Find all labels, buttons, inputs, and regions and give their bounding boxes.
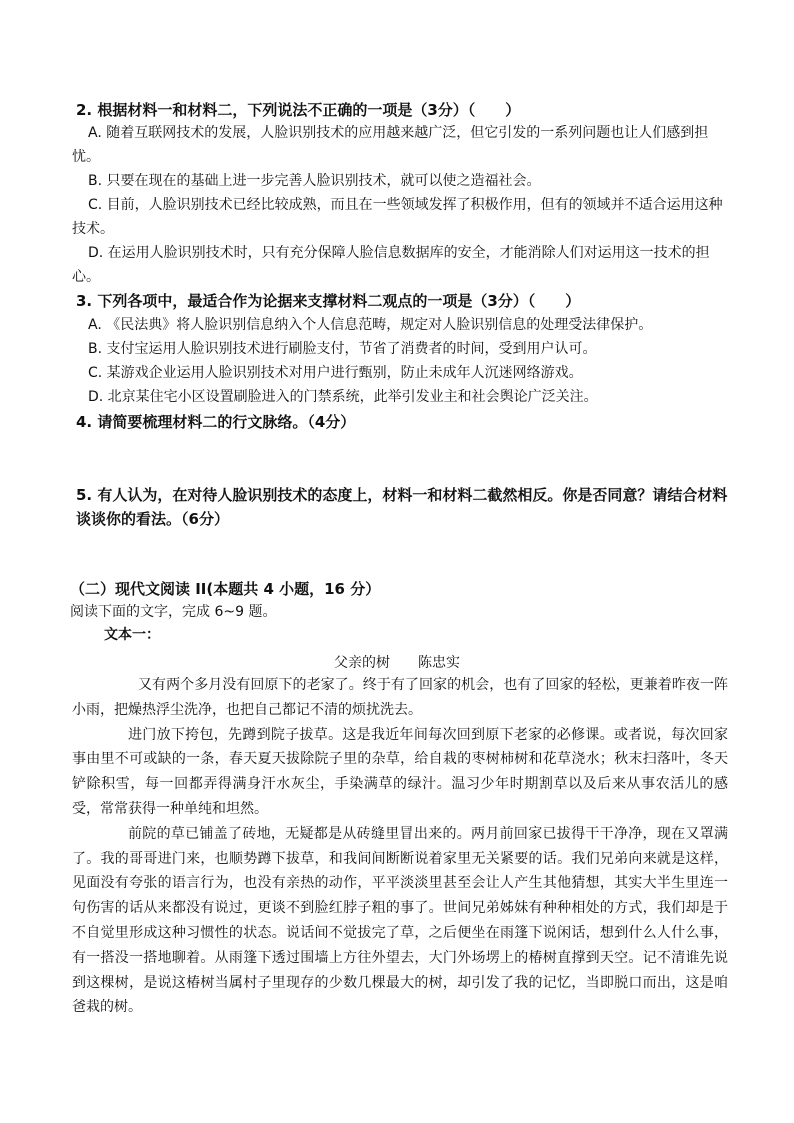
question-5-stem: 5. 有人认为，在对待人脸识别技术的态度上，材料一和材料二截然相反。你是否同意？请结合材料谈谈你的看法。（6分） [76,486,728,528]
question-2-option-a: A. 随着互联网技术的发展，人脸识别技术的应用越来越广泛，但它引发的一系列问题也让人们感到担忧。 [72,125,709,165]
question-3-option-a: A. 《民法典》将人脸识别信息纳入个人信息范畴，规定对人脸识别信息的处理受法律保护。 [88,317,653,333]
question-2-stem: 2. 根据材料一和材料二，下列说法不正确的一项是（3分）（ ） [76,101,521,119]
article-paragraph: 进门放下挎包，先蹲到院子拔草。这是我近年间每次回到原下老家的必修课。或者说，每次回家事由里不可或缺的一条，春天夏天拔除院子里的杂草，给自栽的枣树柿树和花草浇水；秋末扫落叶，冬天铲除积雪，每一回都弄得满身汗水灰尘，手染满草的绿汁。温习少年时期割草以及后来从事农活儿的感受，常常获得一种单纯和坦然。 [72,726,728,817]
question-3-stem: 3. 下列各项中，最适合作为论据来支撑材料二观点的一项是（3分）（ ） [76,292,581,310]
article-paragraph: 又有两个多月没有回原下的老家了。终于有了回家的机会，也有了回家的轻松，更兼着昨夜一阵小雨，把燥热浮尘洗净，也把自己都记不清的烦扰洗去。 [72,677,728,718]
article-paragraph: 前院的草已铺盖了砖地，无疑都是从砖缝里冒出来的。两月前回家已拔得干干净净，现在又罩满了。我的哥哥进门来，也顺势蹲下拔草，和我间间断断说着家里无关紧要的话。我们兄弟向来就是这样，见面没有夸张的语言行为，也没有亲热的动作，平平淡淡里甚至会让人产生其他猜想，其实大半生里连一句伤害的话从来都没有说过，更谈不到脸红脖子粗的事了。世间兄弟姊妹有种种相处的方式，我们却是于不自觉里形成这种习惯性的状态。说话间不觉拔完了草，之后便坐在雨篷下说闲话，想到什么人什么事，有一搭没一搭地聊着。从雨篷下透过围墙上方往外望去，大门外场塄上的椿树直撑到天空。记不清谁先说到这棵树，是说这椿树当属村子里现存的少数几棵最大的树，却引发了我的记忆，当即脱口而出，这是咱爸栽的树。 [72,825,728,1016]
text-one-label: 文本一： [104,627,160,643]
question-3-option-c: C. 某游戏企业运用人脸识别技术对用户进行甄别，防止未成年人沉迷网络游戏。 [88,365,583,381]
article-title: 父亲的树 陈忠实 [334,655,460,671]
question-4-stem: 4. 请简要梳理材料二的行文脉络。（4分） [76,413,356,431]
question-2-option-c: C. 目前，人脸识别技术已经比较成熟，而且在一些领域发挥了积极作用，但有的领域并不适合运用这种技术。 [72,197,723,237]
article-body [72,673,728,1020]
section-heading: （二）现代文阅读 II(本题共 4 小题，16 分） [70,580,381,598]
question-2-options [72,121,724,289]
question-2-option-d: D. 在运用人脸识别技术时，只有充分保障人脸信息数据库的安全，才能消除人们对运用这一技术的担心。 [72,245,710,285]
question-2-option-b: B. 只要在现在的基础上进一步完善人脸识别技术，就可以使之造福社会。 [88,173,541,189]
section-instruction: 阅读下面的文字，完成 6~9 题。 [70,604,277,620]
question-3-option-b: B. 支付宝运用人脸识别技术进行刷脸支付，节省了消费者的时间，受到用户认可。 [88,341,597,357]
question-3-options [72,313,724,409]
question-3-option-d: D. 北京某住宅小区设置刷脸进入的门禁系统，此举引发业主和社会舆论广泛关注。 [88,389,598,405]
